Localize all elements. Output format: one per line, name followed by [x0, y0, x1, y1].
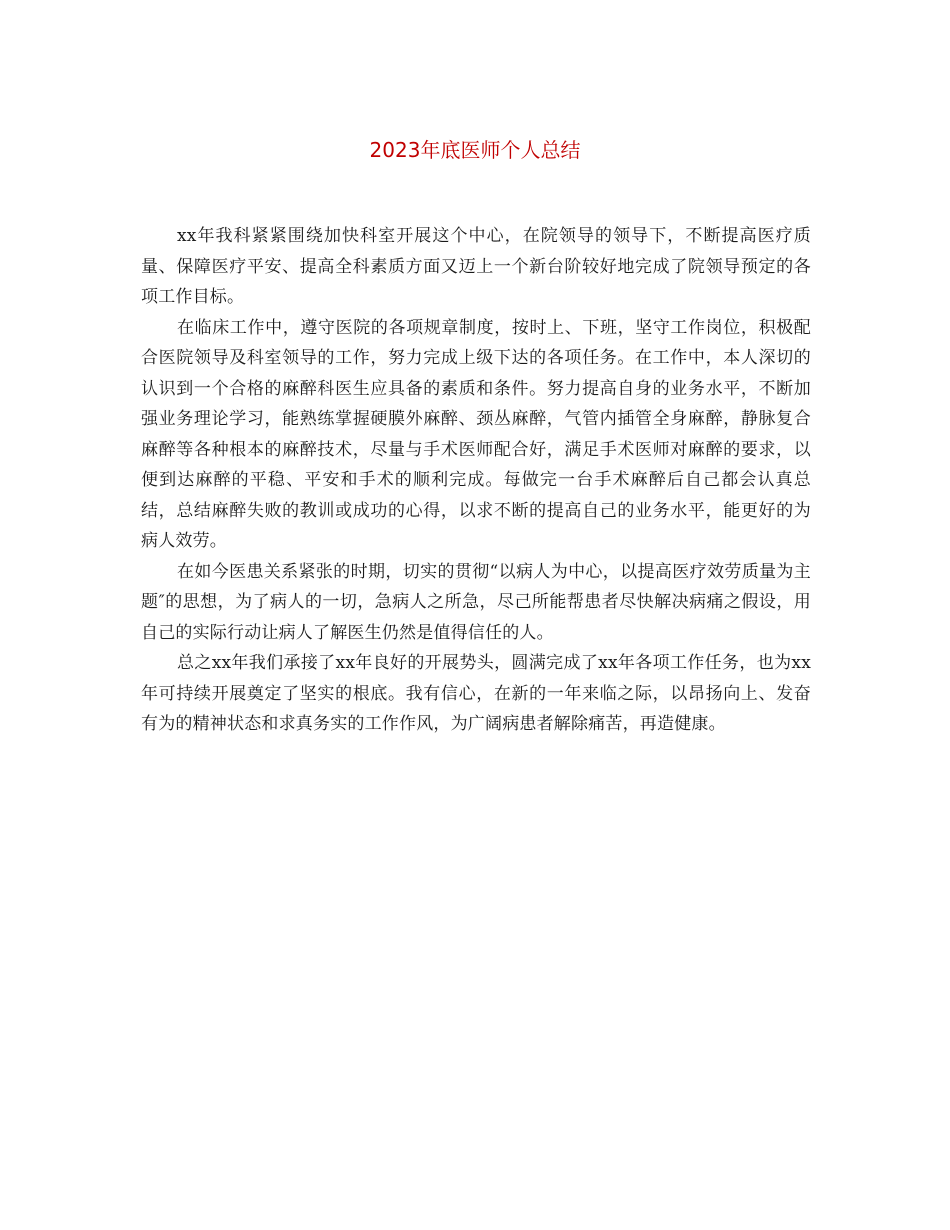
document-title: 2023年底医师个人总结	[369, 138, 581, 162]
paragraph: xx年我科紧紧围绕加快科室开展这个中心，在院领导的领导下，不断提高医疗质量、保障医疗平安、提高全科素质方面又迈上一个新台阶较好地完成了院领导预定的各项工作目标。	[141, 226, 811, 307]
paragraph: 在临床工作中，遵守医院的各项规章制度，按时上、下班，坚守工作岗位，积极配合医院领导及科室领导的工作，努力完成上级下达的各项任务。在工作中，本人深切的认识到一个合格的麻醉科医生应具备的素质和条件。努力提高自身的业务水平，不断加强业务理论学习，能熟练掌握硬膜外麻醉、颈丛麻醉，气管内插管全身麻醉，静脉复合麻醉等各种根本的麻醉技术，尽量与手术医师配合好，满足手术医师对麻醉的要求，以便到达麻醉的平稳、平安和手术的顺利完成。每做完一台手术麻醉后自己都会认真总结，总结麻醉失败的教训或成功的心得，以求不断的提高自己的业务水平，能更好的为病人效劳。	[141, 317, 811, 551]
paragraph: 在如今医患关系紧张的时期，切实的贯彻“以病人为中心，以提高医疗效劳质量为主题″的思想，为了病人的一切，急病人之所急，尽己所能帮患者尽快解决病痛之假设，用自己的实际行动让病人了解医生仍然是值得信任的人。	[141, 561, 811, 643]
document-body	[141, 221, 811, 740]
paragraph: 总之xx年我们承接了xx年良好的开展势头，圆满完成了xx年各项工作任务，也为xx年可持续开展奠定了坚实的根底。我有信心，在新的一年来临之际，以昂扬向上、发奋有为的精神状态和求真务实的工作作风，为广阔病患者解除痛苦，再造健康。	[141, 653, 811, 734]
